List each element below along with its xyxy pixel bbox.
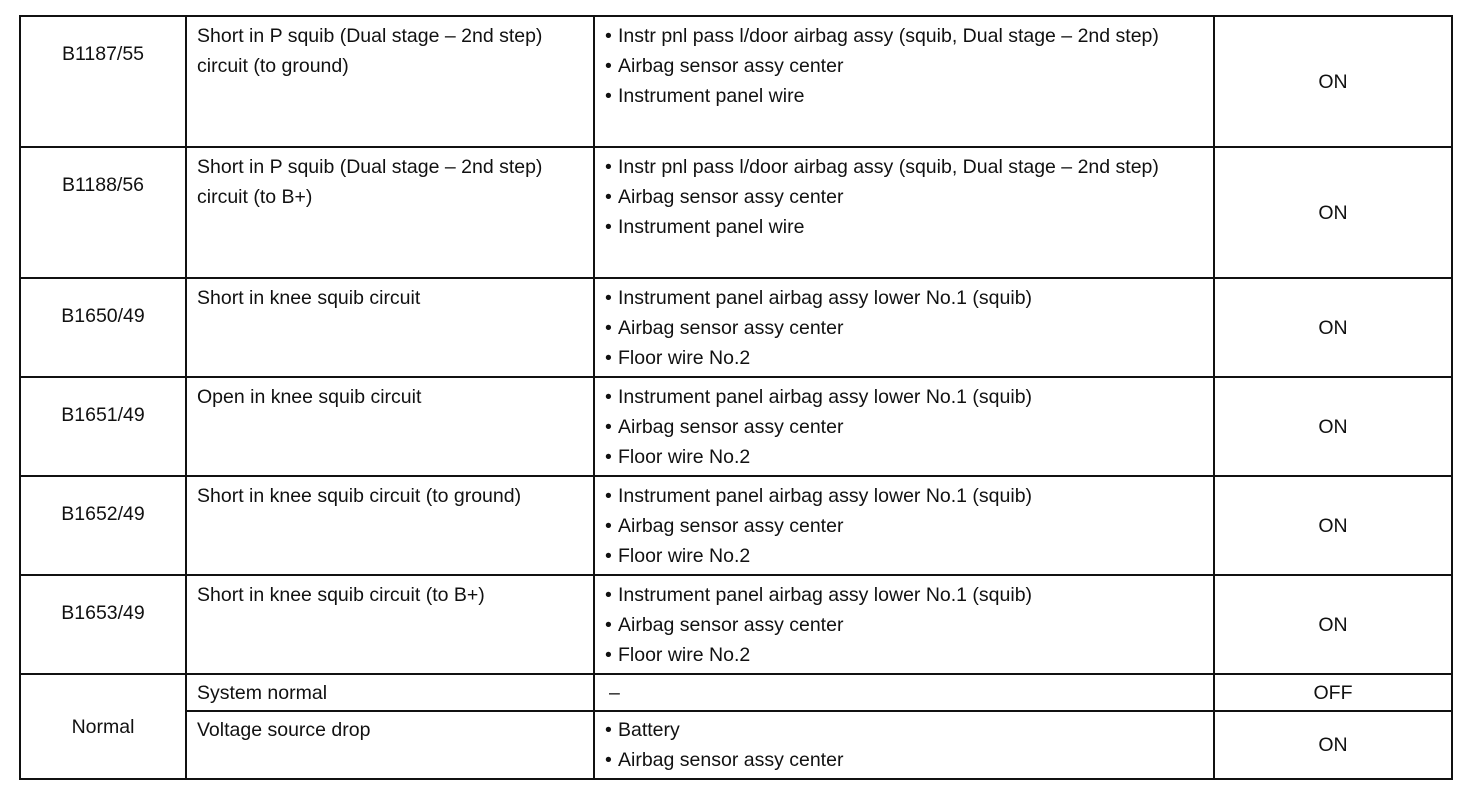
dtc-code: B1652/49 [61,503,145,525]
dtc-code-cell [20,147,186,278]
trouble-area-list [605,152,1205,242]
detection-item-cell [186,575,594,674]
dtc-code-cell [20,377,186,476]
list-item: • Floor wire No.2 [605,343,1205,373]
warning-light-cell [1214,476,1452,575]
warning-light-status: ON [1318,70,1348,93]
list-item: • Instrument panel airbag assy lower No.1 (squib) [605,382,1205,412]
warning-light-cell [1214,147,1452,278]
table-row [20,278,1452,377]
list-item: • Instrument panel airbag assy lower No.1 (squib) [605,580,1205,610]
list-item: • Battery [605,715,1205,745]
dtc-code: B1650/49 [61,305,145,327]
list-item: • Instr pnl pass l/door airbag assy (squib, Dual stage – 2nd step) [605,152,1205,182]
list-item: • Instr pnl pass l/door airbag assy (squib, Dual stage – 2nd step) [605,21,1205,51]
list-item: • Airbag sensor assy center [605,745,1205,775]
list-item: • Airbag sensor assy center [605,412,1205,442]
warning-light-status: ON [1318,201,1348,224]
dtc-code-cell [20,16,186,147]
trouble-area-list [605,580,1205,670]
warning-light-cell [1214,377,1452,476]
dtc-code: B1188/56 [61,174,145,196]
list-item: • Airbag sensor assy center [605,51,1205,81]
detection-item-cell [186,476,594,575]
trouble-area-list [605,283,1205,373]
warning-light-status: ON [1318,415,1348,438]
detection-item: Voltage source drop [197,719,371,741]
dtc-code-cell [20,674,186,779]
table-row [20,16,1452,147]
warning-light-status: ON [1318,514,1348,537]
table-row [20,377,1452,476]
warning-light-cell [1214,674,1452,711]
table-row [20,575,1452,674]
detection-item-cell [186,674,594,711]
dtc-table [19,15,1453,780]
list-item: • Instrument panel airbag assy lower No.1 (squib) [605,481,1205,511]
detection-item-cell [186,16,594,147]
list-item: • Airbag sensor assy center [605,182,1205,212]
warning-light-cell [1214,575,1452,674]
dtc-code-cell [20,575,186,674]
trouble-area-none: – [609,682,620,704]
trouble-area-list [605,481,1205,571]
list-item: • Floor wire No.2 [605,541,1205,571]
table-row [20,476,1452,575]
detection-item: Short in knee squib circuit (to B+) [197,584,485,606]
trouble-area-cell [594,147,1214,278]
dtc-code-cell [20,476,186,575]
trouble-area-list [605,715,1205,775]
list-item: • Floor wire No.2 [605,640,1205,670]
list-item: • Airbag sensor assy center [605,313,1205,343]
detection-item: System normal [197,682,328,704]
detection-item-cell [186,278,594,377]
trouble-area-cell [594,278,1214,377]
warning-light-status: ON [1318,734,1348,756]
dtc-code: B1187/55 [61,43,145,65]
trouble-area-cell [594,575,1214,674]
list-item: • Airbag sensor assy center [605,511,1205,541]
detection-item: Short in P squib (Dual stage – 2nd step) circuit (to ground) [197,25,543,77]
list-item: • Airbag sensor assy center [605,610,1205,640]
dtc-code: B1651/49 [61,404,145,426]
dtc-code: B1653/49 [61,602,145,624]
dtc-table-body [20,16,1452,779]
trouble-area-cell [594,476,1214,575]
detection-item: Short in knee squib circuit [197,287,421,309]
warning-light-cell [1214,711,1452,779]
trouble-area-cell [594,674,1214,711]
list-item: • Instrument panel airbag assy lower No.1 (squib) [605,283,1205,313]
list-item: • Floor wire No.2 [605,442,1205,472]
detection-item-cell [186,711,594,779]
table-row [20,674,1452,711]
dtc-code: Normal [71,715,135,738]
trouble-area-list [605,382,1205,472]
table-row [20,711,1452,779]
warning-light-cell [1214,278,1452,377]
trouble-area-cell [594,711,1214,779]
detection-item-cell [186,147,594,278]
warning-light-status: ON [1318,316,1348,339]
warning-light-cell [1214,16,1452,147]
warning-light-status: ON [1318,613,1348,636]
table-row [20,147,1452,278]
trouble-area-list [605,21,1205,111]
trouble-area-cell [594,377,1214,476]
trouble-area-cell [594,16,1214,147]
dtc-code-cell [20,278,186,377]
list-item: • Instrument panel wire [605,81,1205,111]
detection-item: Open in knee squib circuit [197,386,422,408]
detection-item: Short in P squib (Dual stage – 2nd step) circuit (to B+) [197,156,543,208]
detection-item-cell [186,377,594,476]
warning-light-status: OFF [1313,682,1353,704]
list-item: • Instrument panel wire [605,212,1205,242]
detection-item: Short in knee squib circuit (to ground) [197,485,522,507]
